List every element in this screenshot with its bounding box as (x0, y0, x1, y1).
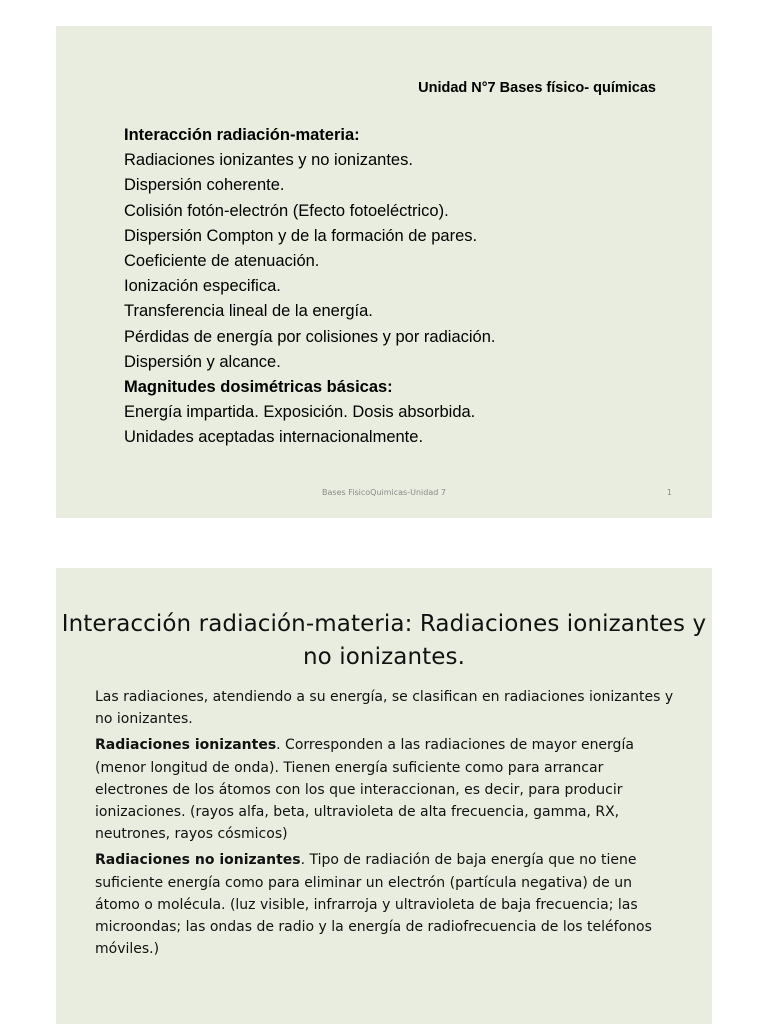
topic-list-item: Colisión fotón-electrón (Efecto fotoeléctrico). (124, 201, 449, 220)
footer-text: Bases FisicoQuimicas-Unidad 7 (322, 488, 446, 497)
topic-list-item: Transferencia lineal de la energía. (124, 302, 373, 321)
slide-1 (56, 26, 712, 518)
nonionizing-term: Radiaciones no ionizantes (95, 852, 301, 869)
topic-list-item: Pérdidas de energía por colisiones y por radiación. (124, 327, 496, 346)
nonionizing-text: . Tipo de radiación de baja energía que no tiene suficiente energía como para eliminar un electrón (partícula negativa) de un átomo o molécula. (luz visible, infrarroja y ultravioleta de baja frecuencia; las microondas; las ondas de radio y la energía de radiofrecuencia de los teléfonos móviles.) (95, 852, 652, 958)
topic-list-item: Ionización especifica. (124, 277, 281, 296)
slide-1-title: Unidad N°7 Bases físico- químicas (418, 80, 656, 96)
slide-2-body (95, 686, 678, 964)
topic-list-item: Interacción radiación-materia: (124, 126, 360, 144)
ionizing-term: Radiaciones ionizantes (95, 737, 277, 754)
intro-paragraph: Las radiaciones, atendiendo a su energía, se clasifican en radiaciones ionizantes y no ionizantes. (95, 689, 674, 728)
ionizing-text: . Corresponden a las radiaciones de mayor energía (menor longitud de onda). Tienen energía suficiente como para arrancar electrones de los átomos con los que interaccionan, es decir, para producir ionizaciones. (rayos alfa, beta, ultravioleta de alta frecuencia, gamma, RX, neutrones, rayos cósmicos) (95, 737, 634, 843)
nonionizing-paragraph (95, 849, 678, 960)
slide-2 (56, 568, 712, 1024)
topic-list-item: Dispersión y alcance. (124, 352, 281, 371)
slide-2-title: Interacción radiación-materia: Radiaciones ionizantes y no ionizantes. (61, 611, 707, 670)
page-number: 1 (666, 488, 672, 497)
topic-list-item: Dispersión Compton y de la formación de pares. (124, 226, 478, 245)
topic-list-item: Unidades aceptadas internacionalmente. (124, 428, 424, 447)
topic-list-item: Magnitudes dosimétricas básicas: (124, 378, 393, 397)
topic-list-item: Dispersión coherente. (124, 176, 285, 195)
ionizing-paragraph (95, 734, 678, 845)
topic-list-item: Energía impartida. Exposición. Dosis absorbida. (124, 403, 476, 422)
topic-list-item: Coeficiente de atenuación. (124, 252, 320, 271)
topic-list (124, 123, 495, 451)
topic-list-item: Radiaciones ionizantes y no ionizantes. (124, 151, 413, 170)
